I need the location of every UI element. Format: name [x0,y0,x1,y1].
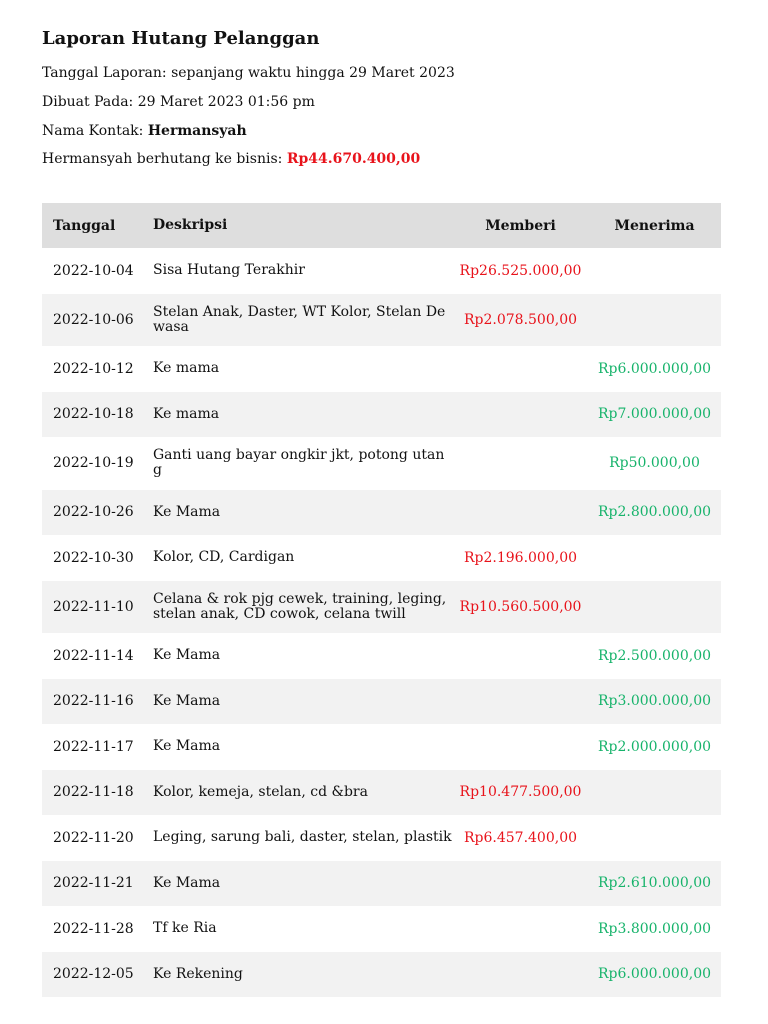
table-row [42,770,721,816]
row-date: 2022-11-10 [53,598,134,615]
created-at-value: 29 Maret 2023 01:56 pm [137,94,315,110]
row-description [153,967,453,982]
table-row [42,437,721,490]
row-date: 2022-11-17 [53,738,134,755]
debt-summary-amount: Rp44.670.400,00 [286,151,421,167]
row-receive: Rp2.000.000,00 [597,738,712,755]
table-row [42,490,721,536]
report-period [42,65,455,81]
row-description-line-1: Leging, sarung bali, daster, stelan, plastik [153,829,452,846]
report-period-label: Tanggal Laporan: [42,65,167,81]
contact-name-label: Nama Kontak: [42,123,144,139]
row-date: 2022-11-20 [53,829,134,846]
row-date: 2022-11-28 [53,920,134,937]
row-give: Rp6.457.400,00 [463,829,578,846]
row-receive: Rp3.800.000,00 [597,920,712,937]
debt-summary-text: Hermansyah berhutang ke bisnis: [42,151,283,167]
row-description [153,448,453,478]
row-description [153,876,453,891]
table-row [42,535,721,581]
row-description [153,830,453,845]
table-row [42,724,721,770]
row-description-line-1: Tf ke Ria [153,920,217,937]
row-description [153,305,453,335]
row-receive: Rp6.000.000,00 [597,966,712,983]
debt-transactions-table [42,203,721,997]
row-description-line-2: g [153,462,162,479]
row-receive: Rp2.610.000,00 [597,875,712,892]
row-date: 2022-10-19 [53,455,134,472]
row-receive: Rp6.000.000,00 [597,360,712,377]
row-give: Rp10.560.500,00 [459,598,582,615]
header-receive: Menerima [614,217,695,234]
row-description-line-2: stelan anak, CD cowok, celana twill [153,605,406,622]
table-row [42,346,721,392]
row-description [153,739,453,754]
row-give: Rp10.477.500,00 [459,784,582,801]
table-body [42,248,721,997]
row-description-line-1: Ke Mama [153,692,221,709]
row-date: 2022-11-18 [53,784,134,801]
table-row [42,679,721,725]
row-description-line-1: Sisa Hutang Terakhir [153,262,305,279]
row-receive: Rp50.000,00 [609,455,700,472]
row-receive: Rp2.500.000,00 [597,647,712,664]
row-description-line-1: Ke Mama [153,647,221,664]
table-row [42,633,721,679]
row-description-line-1: Celana & rok pjg cewek, training, leging, [153,590,447,607]
row-date: 2022-10-12 [53,360,134,377]
row-description [153,407,453,422]
row-date: 2022-11-14 [53,647,134,664]
row-date: 2022-10-04 [53,262,134,279]
row-description-line-1: Ke Mama [153,503,221,520]
table-row [42,815,721,861]
row-date: 2022-11-16 [53,693,134,710]
row-description-line-2: wasa [153,318,189,335]
row-give: Rp26.525.000,00 [459,262,582,279]
row-description-line-1: Ke Mama [153,738,221,755]
row-description [153,263,453,278]
row-receive: Rp2.800.000,00 [597,504,712,521]
header-description: Deskripsi [153,217,228,233]
row-description [153,505,453,520]
row-give: Rp2.078.500,00 [463,311,578,328]
debt-summary [42,151,420,167]
table-row [42,906,721,952]
table-row [42,952,721,998]
report-title: Laporan Hutang Pelanggan [42,28,320,49]
row-receive: Rp7.000.000,00 [597,406,712,423]
report-period-value: sepanjang waktu hingga 29 Maret 2023 [171,65,455,81]
table-row [42,581,721,634]
row-date: 2022-10-06 [53,311,134,328]
row-description [153,361,453,376]
row-description-line-1: Ke Mama [153,874,221,891]
contact-name-value: Hermansyah [147,123,247,139]
contact-name [42,123,247,139]
row-description-line-1: Kolor, kemeja, stelan, cd &bra [153,783,368,800]
row-date: 2022-10-26 [53,504,134,521]
header-date: Tanggal [53,217,116,234]
row-description-line-1: Stelan Anak, Daster, WT Kolor, Stelan De [153,303,446,320]
row-description-line-1: Kolor, CD, Cardigan [153,549,295,566]
row-date: 2022-10-18 [53,406,134,423]
row-description [153,785,453,800]
row-give: Rp2.196.000,00 [463,549,578,566]
header-give: Memberi [485,217,556,234]
row-description [153,592,453,622]
row-receive: Rp3.000.000,00 [597,693,712,710]
table-row [42,392,721,438]
row-description [153,550,453,565]
row-description-line-1: Ke mama [153,405,220,422]
row-description-line-1: Ke Rekening [153,965,243,982]
table-row [42,861,721,907]
created-at-label: Dibuat Pada: [42,94,134,110]
table-row [42,294,721,347]
row-description [153,921,453,936]
row-date: 2022-10-30 [53,549,134,566]
row-description-line-1: Ke mama [153,360,220,377]
created-at [42,94,315,110]
table-row [42,248,721,294]
row-date: 2022-11-21 [53,875,134,892]
table-header [42,203,721,248]
row-description-line-1: Ganti uang bayar ongkir jkt, potong utan [153,447,445,464]
row-description [153,694,453,709]
row-date: 2022-12-05 [53,966,134,983]
row-description [153,648,453,663]
